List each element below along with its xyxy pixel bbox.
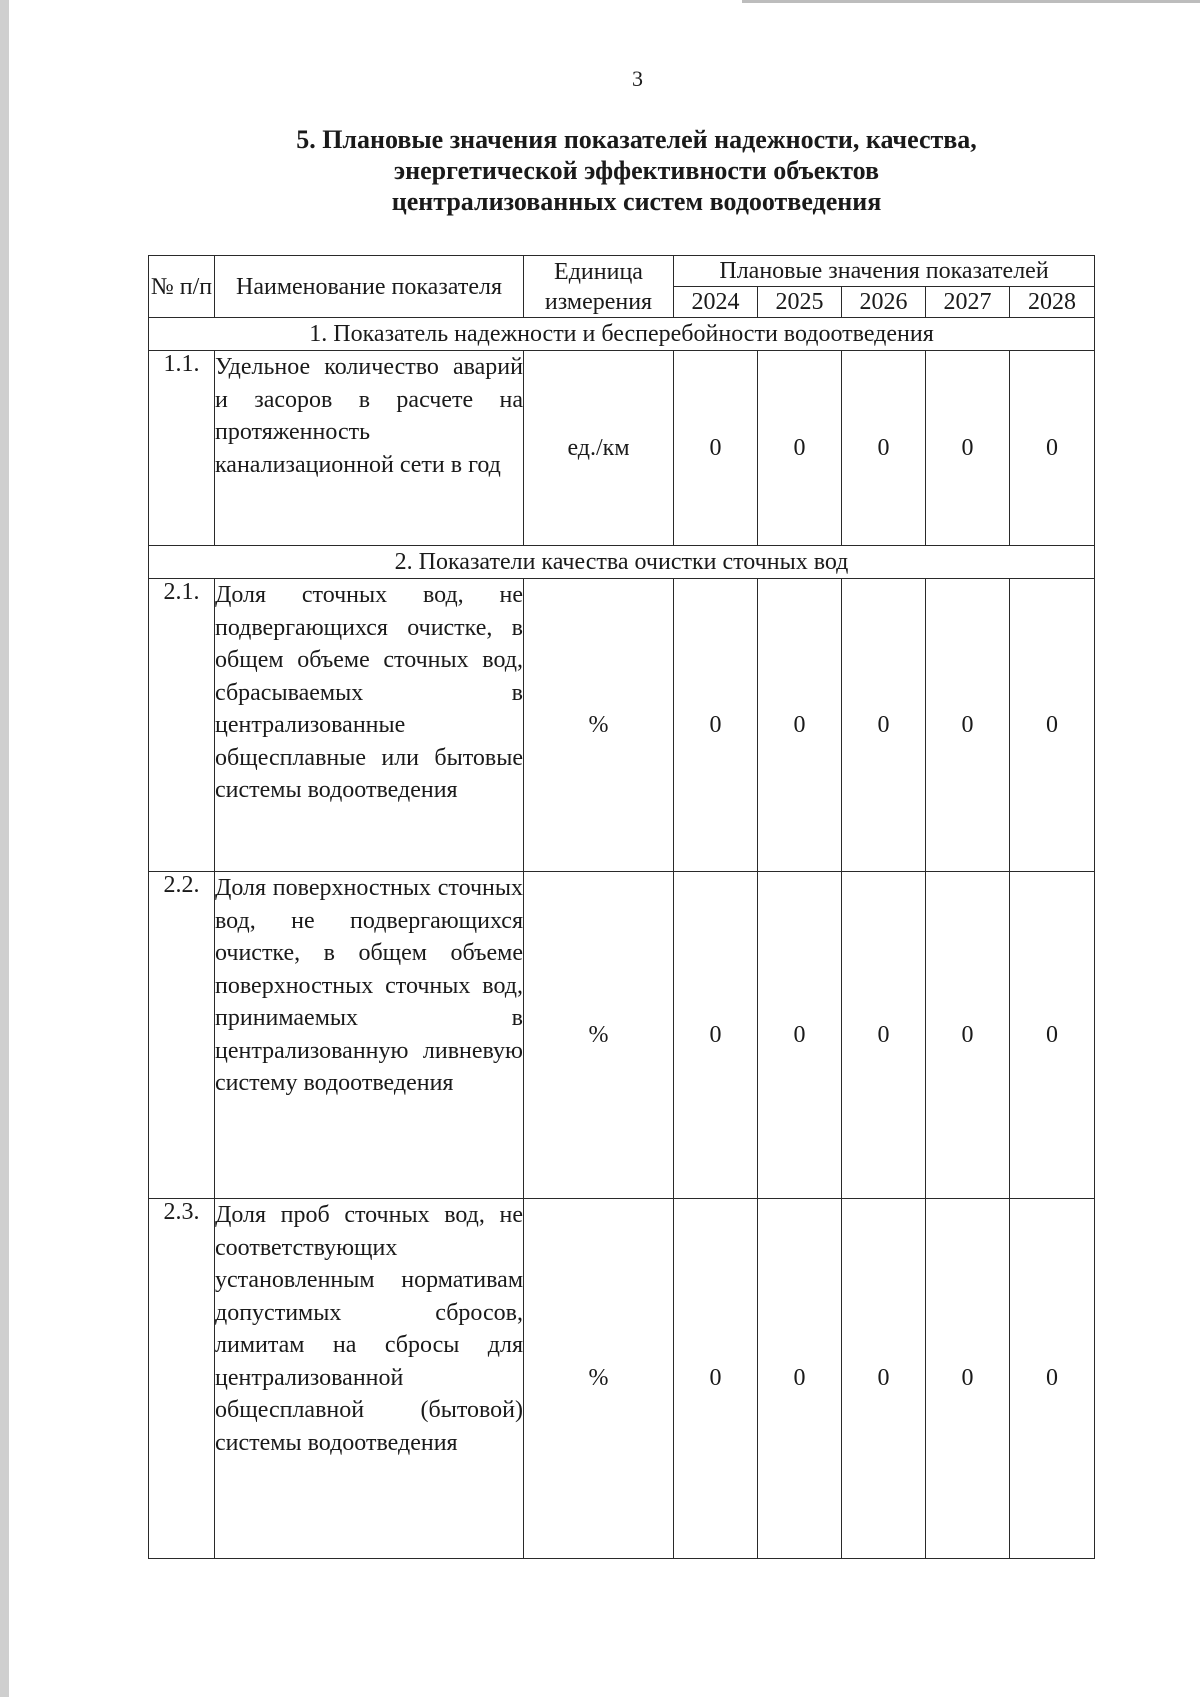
value-cell: 0 xyxy=(926,1199,1010,1559)
document-title-line: централизованных систем водоотведения xyxy=(391,187,882,216)
value-cell: 0 xyxy=(842,1199,926,1559)
page-edge-top xyxy=(742,0,1200,3)
value-cell: 0 xyxy=(674,1199,758,1559)
table-row xyxy=(149,872,1095,1199)
indicators-table xyxy=(148,255,1095,1559)
row-number: 1.1. xyxy=(149,351,215,546)
header-year: 2026 xyxy=(842,287,926,318)
header-planned-values: Плановые значения показателей xyxy=(674,256,1095,287)
value-cell: 0 xyxy=(674,351,758,546)
page-number: 3 xyxy=(632,66,643,91)
value-cell: 0 xyxy=(926,872,1010,1199)
table-row xyxy=(149,351,1095,546)
section-title: 2. Показатели качества очистки сточных вод xyxy=(149,546,1095,579)
value-cell: 0 xyxy=(842,579,926,872)
value-cell: 0 xyxy=(842,351,926,546)
value-cell: 0 xyxy=(674,579,758,872)
table-header-row xyxy=(149,256,1095,287)
value-cell: 0 xyxy=(758,579,842,872)
value-cell: 0 xyxy=(758,872,842,1199)
section-row xyxy=(149,546,1095,579)
section-row xyxy=(149,318,1095,351)
value-cell: 0 xyxy=(674,872,758,1199)
header-year: 2024 xyxy=(674,287,758,318)
indicator-name: Доля поверхностных сточных вод, не подвергающихся очистке, в общем объеме поверхностных сточных вод, принимаемых в централизованную ливневую систему водоотведения xyxy=(215,872,524,1199)
indicator-name: Удельное количество аварий и засоров в расчете на протяженность канализационной сети в год xyxy=(215,351,524,546)
indicator-name: Доля проб сточных вод, не соответствующих установленным нормативам допустимых сбросов, лимитам на сбросы для централизованной общесплавной (бытовой) системы водоотведения xyxy=(215,1199,524,1559)
header-year: 2027 xyxy=(926,287,1010,318)
header-unit: Единица измерения xyxy=(524,256,674,318)
value-cell: 0 xyxy=(1010,1199,1095,1559)
unit-cell: ед./км xyxy=(524,351,674,546)
table-row xyxy=(149,1199,1095,1559)
header-year: 2025 xyxy=(758,287,842,318)
value-cell: 0 xyxy=(926,579,1010,872)
header-indicator-name: Наименование показателя xyxy=(215,256,524,318)
unit-cell: % xyxy=(524,872,674,1199)
document-title-line: 5. Плановые значения показателей надежности, качества, xyxy=(296,125,977,154)
row-number: 2.3. xyxy=(149,1199,215,1559)
document-title xyxy=(200,124,1073,217)
section-title: 1. Показатель надежности и бесперебойности водоотведения xyxy=(149,318,1095,351)
value-cell: 0 xyxy=(1010,579,1095,872)
row-number: 2.1. xyxy=(149,579,215,872)
value-cell: 0 xyxy=(1010,351,1095,546)
header-year: 2028 xyxy=(1010,287,1095,318)
value-cell: 0 xyxy=(758,351,842,546)
page-edge-left xyxy=(0,0,9,1697)
unit-cell: % xyxy=(524,1199,674,1559)
indicator-name: Доля сточных вод, не подвергающихся очистке, в общем объеме сточных вод, сбрасываемых в централизованные общесплавные или бытовые системы водоотведения xyxy=(215,579,524,872)
value-cell: 0 xyxy=(1010,872,1095,1199)
unit-cell: % xyxy=(524,579,674,872)
value-cell: 0 xyxy=(758,1199,842,1559)
value-cell: 0 xyxy=(842,872,926,1199)
header-number: № п/п xyxy=(149,256,215,318)
document-title-line: энергетической эффективности объектов xyxy=(393,156,880,185)
value-cell: 0 xyxy=(926,351,1010,546)
row-number: 2.2. xyxy=(149,872,215,1199)
table-row xyxy=(149,579,1095,872)
